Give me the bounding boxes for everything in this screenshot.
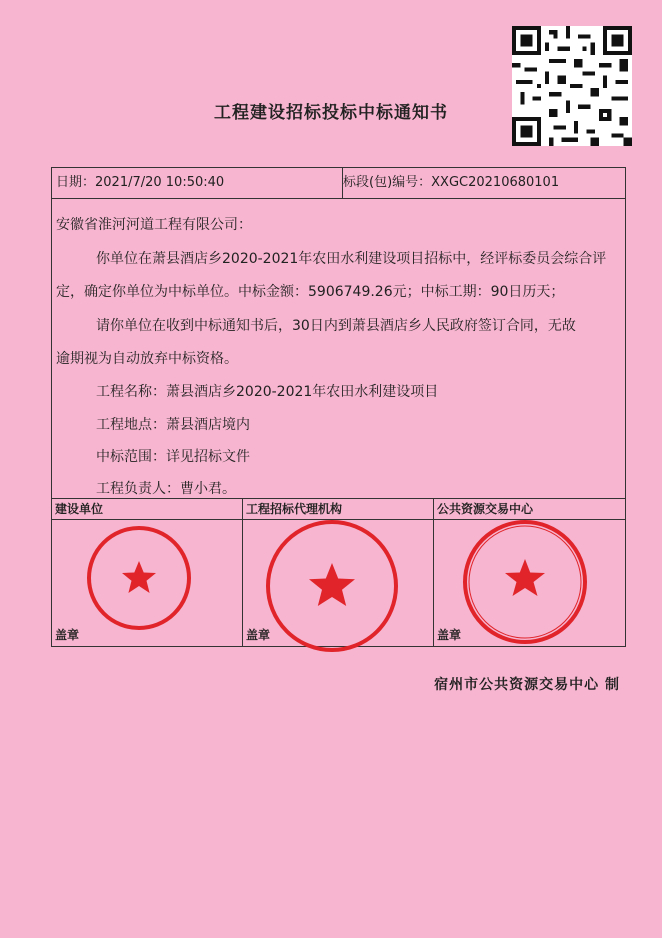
addressee: 安徽省淮河河道工程有限公司： [56, 217, 252, 233]
signature-header: 建设单位 [52, 499, 242, 520]
owner-seal-stamp [84, 523, 194, 633]
project-manager: 工程负责人：曹小君。 [96, 481, 236, 497]
seal-label: 盖章 [246, 628, 271, 642]
paragraph-2-line-1: 请你单位在收到中标通知书后，30日内到萧县酒店乡人民政府签订合同，无故 [96, 318, 576, 334]
signature-cell-agency [243, 499, 434, 647]
seal-label: 盖章 [437, 628, 462, 642]
notice-body [52, 198, 625, 498]
qr-code-icon [512, 26, 632, 146]
agency-seal-stamp [263, 517, 401, 655]
notice-table [51, 167, 626, 647]
trading-center-seal-stamp [460, 517, 590, 647]
seal-label: 盖章 [55, 628, 80, 642]
signature-cell-trading-center [434, 499, 625, 647]
issuer-footer: 宿州市公共资源交易中心 制 [434, 677, 620, 693]
paragraph-2-line-2: 逾期视为自动放弃中标资格。 [56, 351, 238, 367]
signature-header: 公共资源交易中心 [434, 499, 625, 520]
header-row [52, 168, 625, 199]
section-number-field: 标段(包)编号：XXGC20210680101 [343, 175, 560, 190]
date-field: 日期：2021/7/20 10:50:40 [52, 168, 343, 198]
signature-row [52, 498, 625, 647]
project-location: 工程地点：萧县酒店境内 [96, 417, 250, 433]
bid-scope: 中标范围：详见招标文件 [96, 449, 250, 465]
project-name: 工程名称：萧县酒店乡2020-2021年农田水利建设项目 [96, 384, 439, 400]
document-title: 工程建设招标投标中标通知书 [214, 103, 448, 123]
paragraph-1-line-2: 定，确定你单位为中标单位。中标金额：5906749.26元；中标工期：90日历天； [56, 284, 565, 300]
signature-header: 工程招标代理机构 [243, 499, 433, 520]
signature-cell-owner [52, 499, 243, 647]
paragraph-1-line-1: 你单位在萧县酒店乡2020-2021年农田水利建设项目招标中，经评标委员会综合评 [96, 251, 607, 267]
